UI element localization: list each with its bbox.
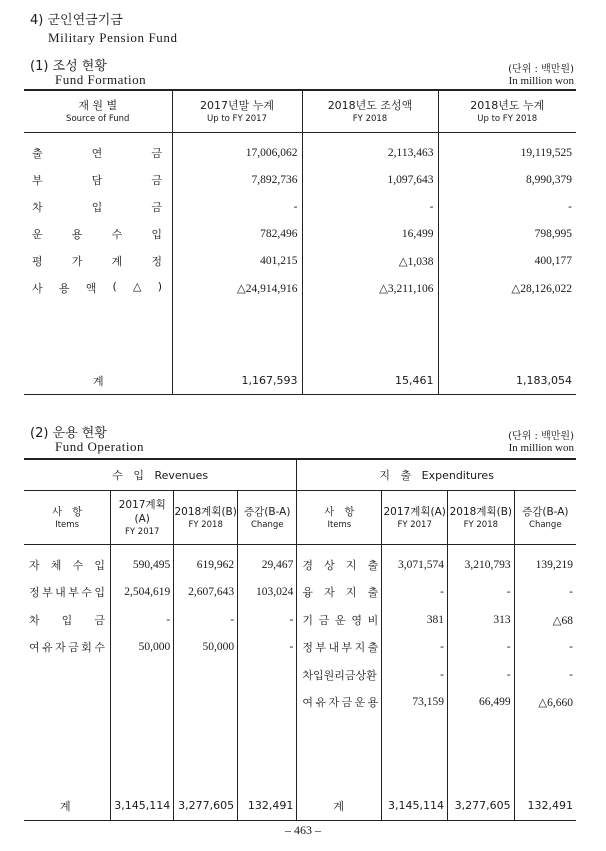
operation-column-row	[24, 491, 576, 545]
item-label	[29, 639, 105, 655]
label-char: 금	[341, 696, 353, 710]
exp_change-cell: -	[514, 634, 576, 662]
rev_2018-cell: -	[174, 606, 238, 634]
total-v2018: 15,461	[302, 367, 438, 395]
value-cell-v2018: -	[302, 193, 438, 220]
rev_change-cell: 29,467	[238, 545, 297, 579]
rev-item-cell	[24, 579, 111, 607]
label-char: 출	[367, 641, 379, 655]
value-cell-cum: △28,126,022	[438, 274, 576, 301]
label-char: 입	[151, 227, 162, 241]
exp_2018-cell: -	[448, 661, 515, 689]
empty-cell	[174, 716, 238, 792]
rev-item-cell	[24, 661, 111, 689]
item-label	[302, 612, 378, 628]
label-char: 비	[367, 613, 379, 627]
label-char: 체	[50, 558, 62, 572]
value-cell-v2017: 17,006,062	[172, 133, 302, 167]
formation-unit-ko: (단위 : 백만원)	[508, 64, 574, 75]
formation-unit-en: In million won	[508, 75, 574, 87]
operation-group-row	[24, 459, 576, 491]
rev_change-cell: 103,024	[238, 579, 297, 607]
empty-cell	[24, 301, 172, 367]
label-char: 용	[71, 227, 83, 241]
total-rev_2018: 3,277,605	[174, 792, 238, 820]
label-char: 부	[32, 173, 43, 187]
label-char: 가	[71, 254, 83, 268]
formation-spacer	[24, 301, 576, 367]
operation-unit-en: In million won	[508, 442, 574, 454]
item-label	[302, 667, 378, 683]
formation-row	[24, 247, 576, 274]
exp_2017-cell: 381	[382, 606, 448, 634]
label-char: 내	[55, 586, 66, 600]
exp_change-cell: -	[514, 579, 576, 607]
label-char: 여	[302, 696, 313, 710]
total-exp_2017: 3,145,114	[382, 792, 448, 820]
rev_2018-cell	[174, 661, 238, 689]
label-char: 담	[91, 173, 103, 187]
label-char: 평	[32, 254, 43, 268]
label-char: 차	[32, 200, 43, 214]
empty-cell	[302, 301, 438, 367]
label-char: 유	[315, 696, 327, 710]
value-cell-v2018: 16,499	[302, 220, 438, 247]
operation-row	[24, 545, 576, 579]
label-char: 차	[29, 613, 40, 627]
rev-item-cell	[24, 545, 111, 579]
rev_2017-cell: 2,504,619	[111, 579, 174, 607]
operation-row	[24, 689, 576, 717]
rev-2018-header: 2018계획(B) FY 2018	[174, 491, 238, 545]
operation-unit-ko: (단위 : 백만원)	[508, 431, 574, 442]
label-char: 용	[58, 281, 70, 295]
exp-item-cell	[297, 579, 382, 607]
rev-item-cell	[24, 689, 111, 717]
exp_change-cell: -	[514, 661, 576, 689]
value-cell-v2017: 782,496	[172, 220, 302, 247]
label-char: 부	[68, 586, 79, 600]
item-label	[32, 199, 162, 215]
item-label	[32, 172, 162, 188]
label-char: 경	[302, 558, 313, 572]
label-char: 입	[94, 558, 105, 572]
fund-formation-table	[24, 89, 576, 395]
label-char: 입	[61, 613, 73, 627]
label-char: 수	[72, 558, 84, 572]
label-char: 운	[32, 227, 43, 241]
value-cell-cum: 19,119,525	[438, 133, 576, 167]
exp-item-cell	[297, 661, 382, 689]
operation-total-row	[24, 792, 576, 820]
label-char: 지	[354, 641, 366, 655]
rev-item-cell	[24, 634, 111, 662]
label-char: 입	[94, 586, 105, 600]
label-char: 용	[367, 696, 379, 710]
rev-item-cell	[24, 606, 111, 634]
source-cell	[24, 274, 172, 301]
empty-cell	[514, 716, 576, 792]
exp_2017-cell: -	[382, 634, 448, 662]
rev_2018-cell: 2,607,643	[174, 579, 238, 607]
total-cum: 1,183,054	[438, 367, 576, 395]
value-cell-cum: -	[438, 193, 576, 220]
exp-change-header: 증감(B-A) Change	[514, 491, 576, 545]
total-rev_change: 132,491	[238, 792, 297, 820]
expenditures-header: 지 출 Expenditures	[297, 459, 576, 491]
label-char: 영	[351, 613, 362, 627]
label-char: 금	[68, 641, 79, 655]
value-cell-v2018: △1,038	[302, 247, 438, 274]
empty-cell	[448, 716, 515, 792]
exp_2017-cell: -	[382, 579, 448, 607]
rev_2017-cell: 50,000	[111, 634, 174, 662]
rev_2017-cell	[111, 689, 174, 717]
value-cell-v2017: -	[172, 193, 302, 220]
label-char: 부	[42, 586, 53, 600]
rev-change-header: 증감(B-A) Change	[238, 491, 297, 545]
total-exp_change: 132,491	[514, 792, 576, 820]
formation-title-en: Fund Formation	[55, 72, 147, 87]
page-number: – 463 –	[285, 823, 321, 837]
exp_2018-cell: 3,210,793	[448, 545, 515, 579]
value-cell-cum: 798,995	[438, 220, 576, 247]
operation-spacer	[24, 716, 576, 792]
value-cell-v2017: 7,892,736	[172, 166, 302, 193]
label-char: 입	[91, 200, 103, 214]
exp_2017-cell: 73,159	[382, 689, 448, 717]
label-char: 수	[81, 586, 92, 600]
empty-cell	[297, 716, 382, 792]
rev_change-cell	[238, 661, 297, 689]
item-label	[29, 557, 105, 573]
exp_change-cell: △68	[514, 606, 576, 634]
value-cell-v2017: 401,215	[172, 247, 302, 274]
header-cumulative: 2018년도 누계 Up to FY 2018	[438, 90, 576, 133]
label-char: 자	[29, 558, 40, 572]
operation-title-en: Fund Operation	[55, 439, 144, 454]
label-char: 정	[302, 641, 313, 655]
formation-header-row	[24, 90, 576, 133]
label-char: (	[112, 279, 117, 293]
empty-cell	[382, 716, 448, 792]
empty-cell	[172, 301, 302, 367]
rev_2018-cell: 619,962	[174, 545, 238, 579]
source-cell	[24, 193, 172, 220]
header-source: 재 원 별 Source of Fund	[24, 90, 172, 133]
exp-item-cell	[297, 689, 382, 717]
rev-items-header: 사 항 Items	[24, 491, 111, 545]
empty-cell	[111, 716, 174, 792]
value-cell-v2018: △3,211,106	[302, 274, 438, 301]
item-label	[302, 639, 378, 655]
rev_2018-cell: 50,000	[174, 634, 238, 662]
label-char: 금	[94, 613, 105, 627]
label-char: 자	[324, 586, 335, 600]
rev_change-cell: -	[238, 606, 297, 634]
exp_change-cell: △6,660	[514, 689, 576, 717]
item-label	[302, 557, 378, 573]
exp-2017-header: 2017계획(A) FY 2017	[382, 491, 448, 545]
section-title: 4) 군인연금기금	[30, 13, 123, 28]
label-char: 운	[354, 696, 366, 710]
item-label	[32, 226, 162, 242]
label-char: 계	[111, 254, 123, 268]
exp-total-label: 계	[297, 792, 382, 820]
item-label	[32, 253, 162, 269]
label-char: △	[133, 279, 142, 293]
item-label	[302, 584, 378, 600]
exp-2018-header: 2018계획(B) FY 2018	[448, 491, 515, 545]
rev_2018-cell	[174, 689, 238, 717]
source-cell	[24, 247, 172, 274]
rev_2017-cell: -	[111, 606, 174, 634]
exp_2017-cell: 3,071,574	[382, 545, 448, 579]
empty-cell	[238, 716, 297, 792]
value-cell-cum: 400,177	[438, 247, 576, 274]
operation-title: (2) 운용 현황	[30, 426, 107, 441]
rev_2017-cell	[111, 661, 174, 689]
item-label	[29, 584, 105, 600]
label-char: 기	[302, 613, 313, 627]
rev_2017-cell: 590,495	[111, 545, 174, 579]
item-label	[32, 280, 162, 296]
label-char: 출	[367, 558, 379, 572]
formation-row	[24, 220, 576, 247]
exp_2017-cell: -	[382, 661, 448, 689]
label-char: 출	[367, 586, 379, 600]
rev-total-label: 계	[60, 799, 71, 813]
label-char: 차입원리금상환	[302, 668, 377, 682]
value-cell-v2018: 1,097,643	[302, 166, 438, 193]
label-char: 지	[345, 586, 357, 600]
total-rev_2017: 3,145,114	[111, 792, 174, 820]
total-label: 계	[93, 374, 104, 388]
source-cell	[24, 166, 172, 193]
formation-total-row	[24, 367, 576, 395]
value-cell-cum: 8,990,379	[438, 166, 576, 193]
label-char: 지	[345, 558, 357, 572]
label-char: 금	[151, 173, 162, 187]
label-char: 금	[151, 146, 162, 160]
label-char: 융	[302, 586, 313, 600]
operation-row	[24, 579, 576, 607]
empty-cell	[24, 716, 111, 792]
fund-operation-table	[24, 458, 576, 821]
label-char: 금	[318, 613, 330, 627]
rev_change-cell: -	[238, 634, 297, 662]
item-label	[32, 145, 162, 161]
label-char: 연	[91, 146, 103, 160]
exp_change-cell: 139,219	[514, 545, 576, 579]
label-char: 정	[29, 586, 40, 600]
label-char: 부	[341, 641, 353, 655]
operation-row	[24, 606, 576, 634]
exp-items-header: 사 항 Items	[297, 491, 382, 545]
label-char: 자	[55, 641, 66, 655]
total-exp_2018: 3,277,605	[448, 792, 515, 820]
revenues-header: 수 입 Revenues	[24, 459, 297, 491]
exp_2018-cell: -	[448, 634, 515, 662]
formation-title: (1) 조성 현황	[30, 59, 107, 74]
exp_2018-cell: -	[448, 579, 515, 607]
total-v2017: 1,167,593	[172, 367, 302, 395]
exp_2018-cell: 313	[448, 606, 515, 634]
section-title-en: Military Pension Fund	[48, 30, 178, 45]
formation-row	[24, 274, 576, 301]
item-label	[302, 694, 378, 710]
empty-cell	[438, 301, 576, 367]
label-char: 상	[324, 558, 335, 572]
label-char: 정	[151, 254, 162, 268]
header-2017: 2017년말 누계 Up to FY 2017	[172, 90, 302, 133]
formation-row	[24, 166, 576, 193]
source-cell	[24, 220, 172, 247]
label-char: 내	[328, 641, 340, 655]
label-char: )	[157, 279, 162, 293]
label-char: 사	[32, 281, 43, 295]
exp-item-cell	[297, 545, 382, 579]
rev-2017-header: 2017계획(A) FY 2017	[111, 491, 174, 545]
value-cell-v2018: 2,113,463	[302, 133, 438, 167]
label-char: 금	[151, 200, 162, 214]
operation-row	[24, 661, 576, 689]
label-char: 여	[29, 641, 40, 655]
label-char: 운	[334, 613, 346, 627]
exp-item-cell	[297, 606, 382, 634]
label-char: 액	[85, 281, 97, 295]
label-char: 회	[81, 641, 92, 655]
label-char: 부	[315, 641, 327, 655]
operation-row	[24, 634, 576, 662]
label-char: 유	[42, 641, 53, 655]
exp-item-cell	[297, 634, 382, 662]
formation-row	[24, 193, 576, 220]
label-char: 출	[32, 146, 43, 160]
rev_change-cell	[238, 689, 297, 717]
source-cell	[24, 133, 172, 167]
label-char: 수	[111, 227, 123, 241]
label-char: 수	[94, 641, 105, 655]
item-label	[29, 612, 105, 628]
label-char: 자	[328, 696, 340, 710]
value-cell-v2017: △24,914,916	[172, 274, 302, 301]
exp_2018-cell: 66,499	[448, 689, 515, 717]
formation-row	[24, 133, 576, 167]
header-2018: 2018년도 조성액 FY 2018	[302, 90, 438, 133]
